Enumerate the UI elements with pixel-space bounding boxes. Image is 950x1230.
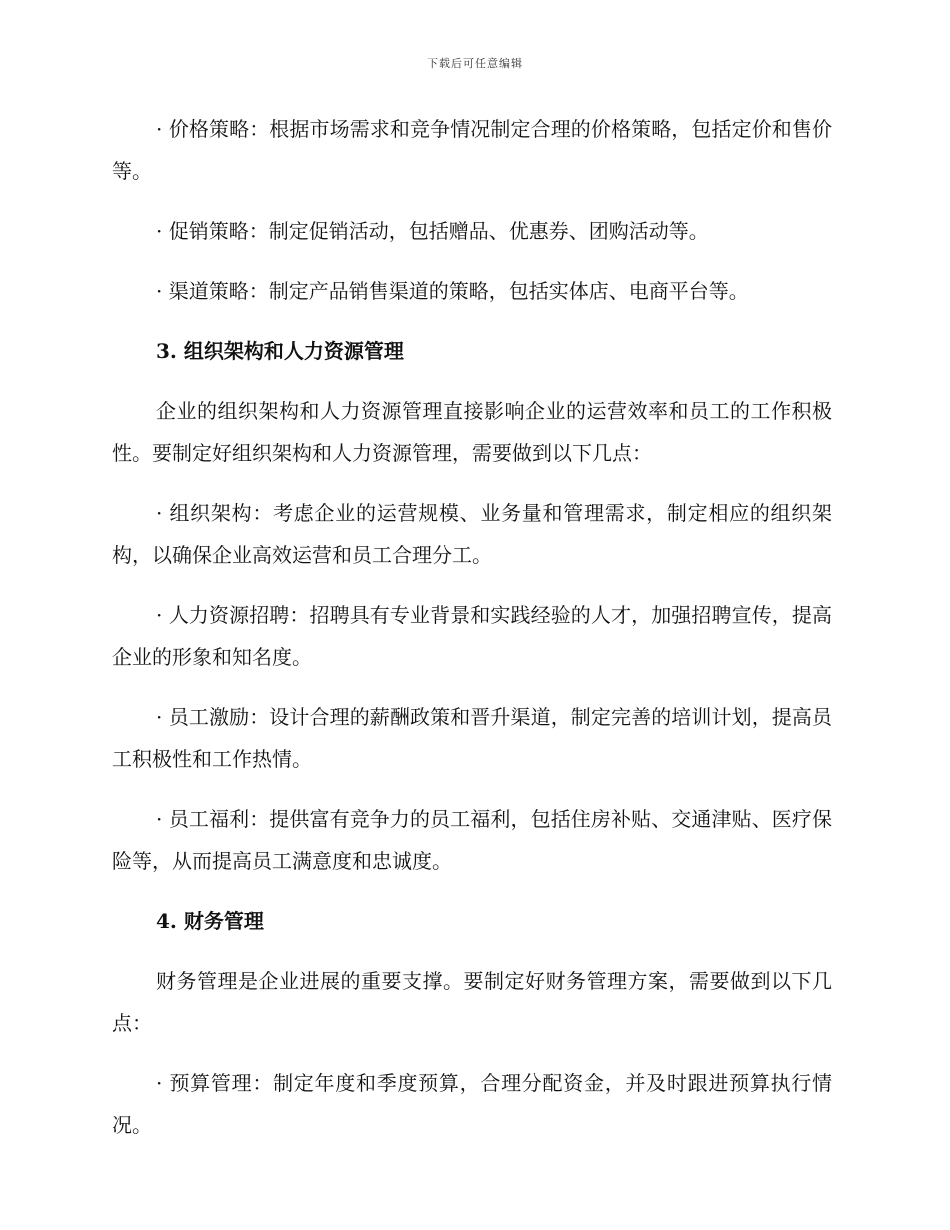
bullet-employee-incentive: · 员工激励：设计合理的薪酬政策和晋升渠道，制定完善的培训计划，提高员工积极性和工作热情。: [112, 705, 832, 771]
bullet-promotion-strategy: · 促销策略：制定促销活动，包括赠品、优惠券、团购活动等。: [156, 219, 709, 243]
paragraph-finance-intro: 财务管理是企业进展的重要支撑。要制定好财务管理方案，需要做到以下几点：: [112, 969, 832, 1035]
header-note: 下载后可任意编辑: [427, 57, 523, 70]
bullet-price-strategy: · 价格策略：根据市场需求和竞争情况制定合理的价格策略，包括定价和售价等。: [112, 117, 832, 183]
bullet-hr-recruitment: · 人力资源招聘：招聘具有专业背景和实践经验的人才，加强招聘宣传，提高企业的形象和知名度。: [112, 603, 832, 669]
bullet-org-structure: · 组织架构：考虑企业的运营规模、业务量和管理需求，制定相应的组织架构，以确保企业高效运营和员工合理分工。: [112, 501, 832, 567]
section-heading-org-hr: 3. 组织架构和人力资源管理: [156, 339, 404, 363]
section-heading-finance: 4. 财务管理: [156, 909, 264, 933]
bullet-channel-strategy: · 渠道策略：制定产品销售渠道的策略，包括实体店、电商平台等。: [156, 279, 749, 303]
document-body: [112, 108, 832, 1164]
bullet-employee-benefits: · 员工福利：提供富有竞争力的员工福利，包括住房补贴、交通津贴、医疗保险等，从而提高员工满意度和忠诚度。: [112, 807, 832, 873]
paragraph-org-hr-intro: 企业的组织架构和人力资源管理直接影响企业的运营效率和员工的工作积极性。要制定好组织架构和人力资源管理，需要做到以下几点：: [112, 399, 832, 465]
bullet-budget-management: · 预算管理：制定年度和季度预算，合理分配资金，并及时跟进预算执行情况。: [112, 1071, 832, 1137]
